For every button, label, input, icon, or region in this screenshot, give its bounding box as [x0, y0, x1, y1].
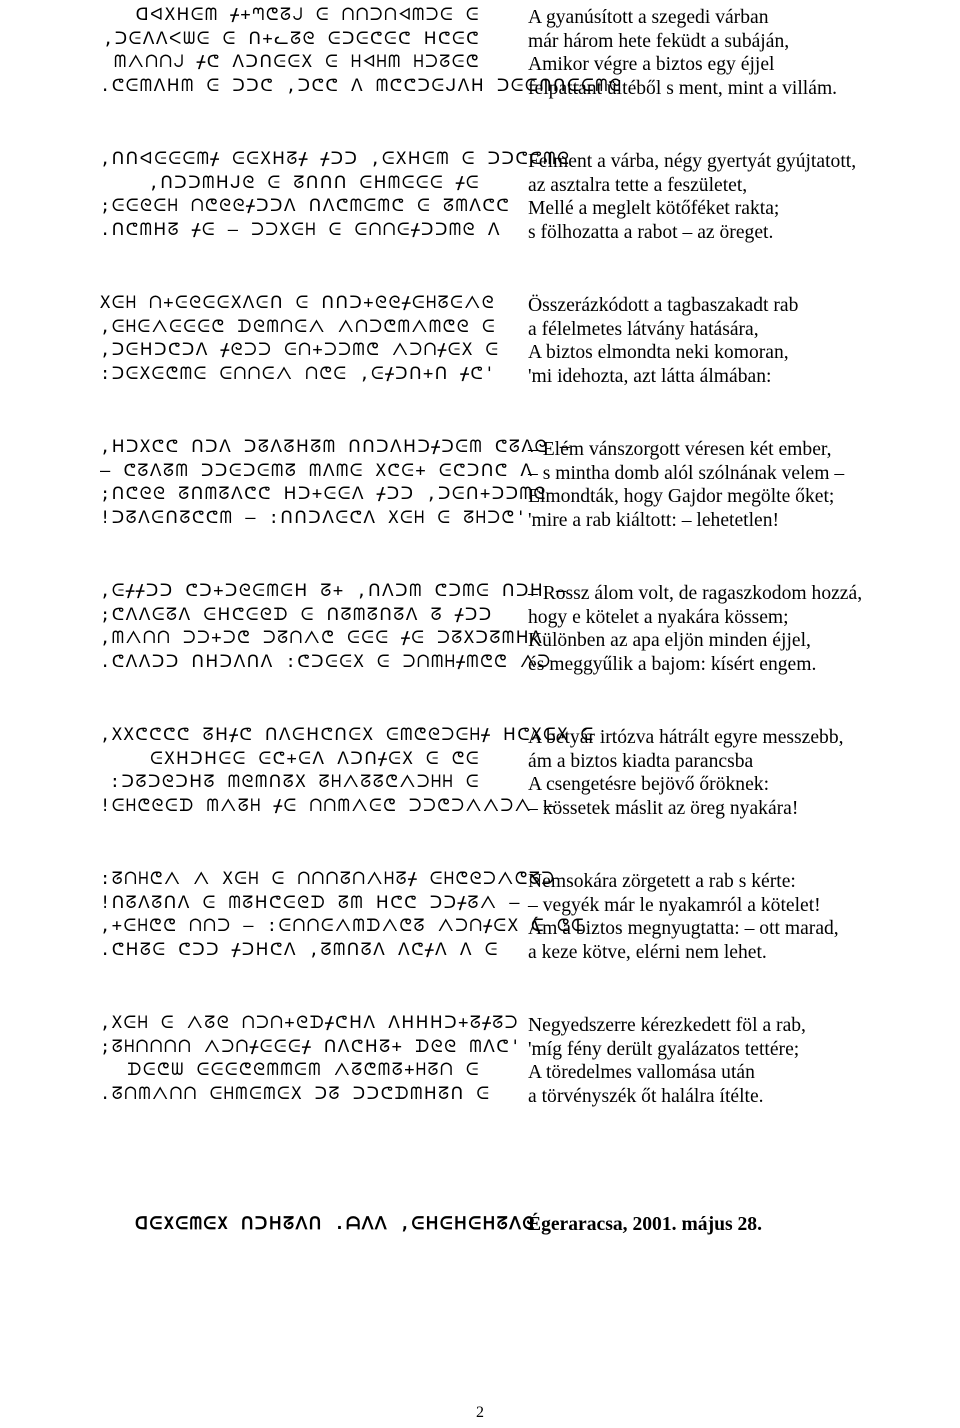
- latin-line: és meggyűlik a bajom: kísért engem.: [528, 653, 817, 675]
- latin-line: s fölhozatta a rabot – az öreget.: [528, 221, 774, 243]
- rovas-line: ;ᘔᕼᑎᑎᑎᑎ ᐱᑐᑎᚋᕮᕮᕮᚋ ᑎᐱᕦᕼᘔ+ ᗪᘓᘓ ᗰᐱᕦ': [100, 1036, 522, 1057]
- rovas-date: ᗡᕮXᕮᗰᕮX ᑎᑐᕼᘔᐱᑎ .ᗩᐱᐱ ,ᕮᕼᕮᕼᕮᕼᘔᐱᘓ: [135, 1214, 536, 1234]
- rovas-line: ,ᕮᚋᚋᑐᑐ ᕦᑐ+ᑐᘓᕮᗰᕮᕼ ᘔ+ ,ᑎᐱᑐᗰ ᕦᑐᗰᕮ ᑎᑐᕼ –: [100, 581, 568, 601]
- rovas-stanza: [100, 1012, 522, 1106]
- rovas-line: .ᕦᕼᘔᕮ ᕦᑐᑐ ᚋᑐᕼᕦᐱ ,ᘔᗰᑎᘔᐱ ᐱᕦᚋᐱ ᐱ ᕮ: [100, 939, 499, 960]
- latin-line: – Elém vánszorgott véresen két ember,: [528, 439, 832, 460]
- latin-line: – vegyék már le nyakamról a kötelet!: [528, 894, 821, 916]
- latin-line: Összerázkódott a tagbaszakadt rab: [528, 295, 799, 316]
- latin-line: Elmondták, hogy Gajdor megölte őket;: [528, 486, 835, 508]
- rovas-line: ᗰᐱᑎᑎᒍ ᚋᕦ ᐱᑐᑎᕮᕮX ᕮ ᕼᐊᕼᗰ ᕼᑐᘔᕮᕦ: [114, 52, 480, 73]
- rovas-stanza: [100, 724, 595, 818]
- rovas-line: ,XXᕦᕦᕦᕦ ᘔᕼᚋᕦ ᑎᐱᕮᕼᕦᑎᕮX ᕮᗰᕦᘓᑐᕮᕼᚋ ᕼᕦXᕮX ᕮ: [100, 725, 595, 745]
- latin-stanza: [528, 438, 844, 532]
- rovas-line: ᗡᐊXᕼᕮᗰ ᚋ+ᘉᕦᘔᒍ ᕮ ᑎᑎᑐᑎᐊᗰᑐᕮ ᕮ: [135, 5, 480, 25]
- latin-line: Különben az apa eljön minden éjjel,: [528, 630, 811, 652]
- rovas-stanza: [100, 148, 571, 242]
- rovas-line: !ᕮᕼᕦᘓᕮᗪ ᗰᐱᘔᕼ ᚋᕮ ᑎᑎᗰᐱᕮᕦ ᑐᑐᕦᑐᐱᐱᑐᐱ –: [100, 795, 556, 816]
- latin-stanza: [528, 1014, 806, 1108]
- rovas-line: ;ᑎᕦᘓᘓ ᘔᑎᗰᘔᐱᕦᕦ ᕼᑐ+ᕮᕮᐱ ᚋᑐᑐ ,ᑐᕮᑎ+ᑐᑐᗰᘓ: [100, 484, 547, 505]
- latin-line: ám a biztos kiadta parancsba: [528, 750, 754, 772]
- rovas-line: ,ᑎᑎᐊᕮᕮᕮᗰᚋ ᕮᕮXᕼᘔᚋ ᚋᑐᑐ ,ᕮXᕼᕮᗰ ᕮ ᑐᑐᕦᕦᗰᘓ: [100, 149, 571, 169]
- rovas-line: ,ᕮᕼᕮᐱᕮᕮᕮᕦ ᗪᘓᗰᑎᕮᐱ ᐱᑎᑐᕦᗰᐱᗰᕦᘓ ᕮ: [100, 316, 497, 337]
- rovas-line: .ᕦᕮᗰᐱᕼᗰ ᕮ ᑐᑐᕦ ,ᑐᕦᕦ ᐱ ᗰᕦᕦᑐᕮᒍᐱᕼ ᑐᕮᕮᑎᑎᕮᕮᗰᘓ: [100, 75, 623, 96]
- rovas-line: !ᑎᘔᐱᘔᑎᐱ ᕮ ᗰᘔᕼᕦᕮᘓᗪ ᘔᗰ ᕼᕦᕦ ᑐᑐᚋᘔᐱ –: [100, 892, 522, 913]
- rovas-stanza: [100, 4, 623, 98]
- rovas-stanza: [100, 580, 568, 674]
- latin-line: már három hete feküdt a subáján,: [528, 30, 790, 52]
- latin-stanza: [528, 294, 798, 388]
- latin-stanza: [528, 150, 856, 244]
- latin-stanza: [528, 6, 837, 100]
- rovas-line: ;ᕦᐱᐱᕮᘔᐱ ᕮᕼᕦᕮᘓᗪ ᕮ ᑎᘔᗰᘔᑎᘔᐱ ᘔ ᚋᑐᑐ: [100, 604, 493, 625]
- latin-stanza: [528, 870, 839, 964]
- rovas-stanza: [100, 868, 586, 962]
- rovas-line: .ᘔᑎᗰᐱᑎᑎ ᕮᕼᗰᕮᗰᕮX ᑐᘔ ᑐᑐᕦᗪᗰᕼᘔᑎ ᕮ: [100, 1083, 491, 1104]
- latin-line: hogy e kötelet a nyakára kössem;: [528, 606, 789, 628]
- rovas-stanza: [100, 292, 500, 386]
- latin-line: Negyedszerre kérezkedett föl a rab,: [528, 1015, 806, 1036]
- rovas-line: :ᑐᕮXᕮᕦᗰᕮ ᕮᑎᑎᕮᐱ ᑎᕦᕮ ,ᕮᚋᑐᑎ+ᑎ ᚋᕦ': [100, 363, 497, 384]
- rovas-stanza: [100, 436, 572, 530]
- latin-line: Amikor végre a biztos egy éjjel: [528, 54, 775, 76]
- latin-line: – s mintha domb alól szólnának velem –: [528, 462, 845, 484]
- rovas-line: !ᑐᘔᐱᕮᑎᘔᕦᕦᗰ – :ᑎᑎᑐᐱᕮᕦᐱ Xᕮᕼ ᕮ ᘔᕼᑐᕦ': [100, 507, 528, 528]
- rovas-line: ;ᕮᕮᘓᕮᕼ ᑎᕦᘓᘓᚋᑐᑐᐱ ᑎᐱᕦᗰᕮᗰᕦ ᕮ ᘔᗰᐱᕦᕦ: [100, 196, 511, 217]
- latin-stanza: [528, 726, 844, 820]
- latin-line: – kössetek máslit az öreg nyakára!: [528, 797, 799, 819]
- latin-line: Felment a várba, négy gyertyát gyújtatott,: [528, 151, 857, 172]
- latin-line: A csengetésre bejövő őröknek:: [528, 774, 770, 796]
- latin-line: az asztalra tette a feszületet,: [528, 174, 748, 196]
- page-number: 2: [476, 1404, 484, 1421]
- latin-line: Ám a biztos megnyugtatta: – ott marad,: [528, 918, 839, 940]
- latin-line: a törvényszék őt halálra ítélte.: [528, 1085, 764, 1107]
- rovas-line: Xᕮᕼ ᑎ+ᕮᘓᕮᕮXᐱᕮᑎ ᕮ ᑎᑎᑐ+ᘓᘓᚋᕮᕼᘔᕮᐱᘓ: [100, 293, 496, 313]
- latin-stanza: [528, 582, 862, 676]
- rovas-line: .ᑎᕦᗰᕼᘔ ᚋᕮ – ᑐᑐXᕮᕼ ᕮ ᕮᑎᑎᕮᚋᑐᑐᗰᘓ ᐱ: [100, 219, 501, 240]
- rovas-line: ,ᗰᐱᑎᑎ ᑐᑐ+ᑐᕦ ᑐᘔᑎᐱᕦ ᕮᕮᕮ ᚋᕮ ᑐᘔXᑐᘔᗰᕼᐱ: [100, 628, 544, 649]
- rovas-line: ,Xᕮᕼ ᕮ ᐱᘔᘓ ᑎᑐᑎ+ᘓᗪᚋᕦᕼᐱ ᐱᕼᕼᕼᑐ+ᘔᚋᘔᑐ: [100, 1013, 519, 1033]
- rovas-line: ,ᑎᑐᑐᗰᕼᒍᘓ ᕮ ᘔᑎᑎᑎ ᕮᕼᗰᕮᕮᕮ ᚋᕮ: [148, 172, 480, 193]
- rovas-line: .ᕦᐱᐱᑐᑐ ᑎᕼᑐᐱᑎᐱ :ᕦᑐᕮᕮX ᕮ ᑐᑎᗰᕼᚋᗰᕦᕦ ᐱᑐ: [100, 651, 552, 672]
- rovas-line: :ᑐᘔᑐᘓᑐᕼᘔ ᗰᘓᗰᑎᘔX ᘔᕼᐱᘔᘔᕦᐱᑐᕼᕼ ᕮ: [109, 772, 480, 793]
- latin-line: 'míg fény derült gyalázatos tettére;: [528, 1038, 800, 1060]
- rovas-line: ,ᑐᕮᐱᐱᐸᗯᕮ ᕮ ᑎ+ᓚᘔᘓ ᕮᑐᕮᕦᕮᕦ ᕼᕦᕮᕦ: [103, 28, 480, 49]
- latin-line: A betyár irtózva hátrált egyre messzebb,: [528, 727, 844, 748]
- latin-line: Mellé a meglelt kötőféket rakta;: [528, 198, 780, 220]
- latin-date: Égeraracsa, 2001. május 28.: [528, 1214, 763, 1235]
- rovas-line: ᕮXᕼᑐᕼᕮᕮ ᕮᕦ+ᕮᐱ ᐱᑐᑎᚋᕮX ᕮ ᕦᕮ: [150, 748, 480, 769]
- rovas-line: ,ᕼᑐXᕦᕦ ᑎᑐᐱ ᑐᘔᐱᘔᕼᘔᗰ ᑎᑎᑐᐱᕼᑐᚋᑐᕮᗰ ᕦᘔᐱᘓ –: [100, 437, 572, 457]
- latin-line: 'mire a rab kiáltott: – lehetetlen!: [528, 509, 780, 531]
- rovas-line: ᗪᕮᕦᗯ ᕮᕮᕮᕦᘓᗰᗰᕮᗰ ᐱᘔᕦᗰᘔ+ᕼᘔᑎ ᕮ: [127, 1060, 480, 1081]
- latin-line: a félelmetes látvány hatására,: [528, 318, 759, 340]
- rovas-line: :ᘔᑎᕼᕦᐱ ᐱ Xᕮᕼ ᕮ ᑎᑎᑎᘔᑎᐱᕼᘔᚋ ᕮᕼᕦᘓᑐᐱᕦᘔᑐ: [100, 869, 556, 889]
- latin-line: A biztos elmondta neki komoran,: [528, 342, 789, 364]
- latin-line: a keze kötve, elérni nem lehet.: [528, 941, 767, 963]
- latin-line: A gyanúsított a szegedi várban: [528, 7, 769, 28]
- rovas-line: ,+ᕮᕼᕦᕦ ᑎᑎᑐ – :ᕮᑎᑎᕮᐱᗰᗪᐱᕦᘔ ᐱᑐᑎᚋᕮX ᕮ ᕦᕮ: [100, 916, 586, 937]
- latin-line: A töredelmes vallomása után: [528, 1062, 755, 1084]
- latin-line: – Rossz álom volt, de ragaszkodom hozzá,: [528, 583, 863, 604]
- latin-line: Nemsokára zörgetett a rab s kérte:: [528, 871, 796, 892]
- latin-line: 'mi idehozta, azt látta álmában:: [528, 365, 772, 387]
- latin-line: felpattant ültéből s ment, mint a villám.: [528, 77, 838, 99]
- rovas-line: ,ᑐᕮᕼᑐᕦᑐᐱ ᚋᘓᑐᑐ ᕮᑎ+ᑐᑐᗰᕦ ᐱᑐᑎᚋᕮX ᕮ: [100, 340, 500, 361]
- rovas-line: – ᕦᘔᐱᘔᗰ ᑐᑐᕮᑐᕮᗰᘔ ᗰᐱᗰᕮ Xᕦᕮ+ ᕮᕦᑐᑎᕦ ᐱ: [100, 460, 534, 481]
